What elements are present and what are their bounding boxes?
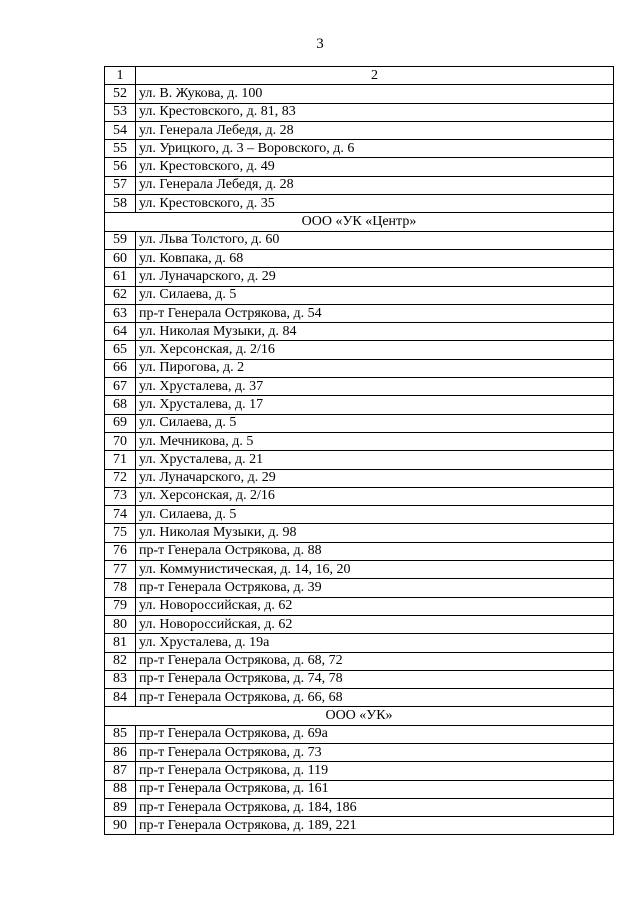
row-number: 83 (105, 670, 136, 688)
table-row (105, 378, 614, 396)
table-row (105, 798, 614, 816)
row-address: ул. Николая Музыки, д. 98 (136, 524, 614, 542)
row-number: 62 (105, 286, 136, 304)
table-row (105, 414, 614, 432)
table-row (105, 506, 614, 524)
table-row (105, 85, 614, 103)
row-number: 54 (105, 121, 136, 139)
row-address: ул. Генерала Лебедя, д. 28 (136, 176, 614, 194)
row-number: 74 (105, 506, 136, 524)
table-row (105, 487, 614, 505)
row-number: 87 (105, 762, 136, 780)
row-address: ул. Хрусталева, д. 21 (136, 451, 614, 469)
row-number: 72 (105, 469, 136, 487)
row-number: 82 (105, 652, 136, 670)
table-row (105, 286, 614, 304)
row-number: 60 (105, 249, 136, 267)
table-row (105, 725, 614, 743)
table-row (105, 817, 614, 835)
row-address: ул. Мечникова, д. 5 (136, 432, 614, 450)
table-row (105, 268, 614, 286)
section-row (105, 213, 614, 231)
row-address: ул. В. Жукова, д. 100 (136, 85, 614, 103)
table-row (105, 451, 614, 469)
row-number: 88 (105, 780, 136, 798)
row-address: ул. Льва Толстого, д. 60 (136, 231, 614, 249)
row-number: 90 (105, 817, 136, 835)
row-address: пр-т Генерала Острякова, д. 119 (136, 762, 614, 780)
row-number: 63 (105, 304, 136, 322)
row-address: ул. Крестовского, д. 49 (136, 158, 614, 176)
table-row (105, 579, 614, 597)
table-row (105, 140, 614, 158)
section-row (105, 707, 614, 725)
row-address: ул. Урицкого, д. 3 – Воровского, д. 6 (136, 140, 614, 158)
row-address: ул. Крестовского, д. 81, 83 (136, 103, 614, 121)
address-table-body (105, 67, 614, 835)
table-row (105, 231, 614, 249)
table-row (105, 304, 614, 322)
row-number: 64 (105, 323, 136, 341)
table-row (105, 249, 614, 267)
table-row (105, 121, 614, 139)
row-address: ул. Силаева, д. 5 (136, 286, 614, 304)
row-address: пр-т Генерала Острякова, д. 69а (136, 725, 614, 743)
row-number: 71 (105, 451, 136, 469)
row-address: ул. Пирогова, д. 2 (136, 359, 614, 377)
row-address: ул. Силаева, д. 5 (136, 414, 614, 432)
table-row (105, 341, 614, 359)
row-number: 59 (105, 231, 136, 249)
table-row (105, 432, 614, 450)
row-address: ул. Хрусталева, д. 37 (136, 378, 614, 396)
row-number: 61 (105, 268, 136, 286)
row-number: 66 (105, 359, 136, 377)
table-row (105, 615, 614, 633)
table-row (105, 634, 614, 652)
table-row (105, 542, 614, 560)
page-number: 3 (316, 36, 324, 52)
table-row (105, 103, 614, 121)
row-address: ул. Силаева, д. 5 (136, 506, 614, 524)
table-row (105, 780, 614, 798)
row-number: 77 (105, 561, 136, 579)
row-number: 58 (105, 195, 136, 213)
address-table (104, 66, 614, 835)
header-col-number: 1 (105, 67, 136, 85)
row-address: ул. Николая Музыки, д. 84 (136, 323, 614, 341)
row-address: ул. Новороссийская, д. 62 (136, 597, 614, 615)
row-number: 52 (105, 85, 136, 103)
row-number: 85 (105, 725, 136, 743)
row-number: 86 (105, 743, 136, 761)
table-row (105, 762, 614, 780)
table-row (105, 158, 614, 176)
row-number: 56 (105, 158, 136, 176)
row-address: пр-т Генерала Острякова, д. 73 (136, 743, 614, 761)
table-row (105, 469, 614, 487)
row-address: пр-т Генерала Острякова, д. 184, 186 (136, 798, 614, 816)
section-title: ООО «УК» (105, 707, 614, 725)
row-address: ул. Коммунистическая, д. 14, 16, 20 (136, 561, 614, 579)
table-row (105, 323, 614, 341)
table-row (105, 359, 614, 377)
row-number: 78 (105, 579, 136, 597)
row-address: пр-т Генерала Острякова, д. 74, 78 (136, 670, 614, 688)
table-row (105, 597, 614, 615)
row-number: 75 (105, 524, 136, 542)
row-address: пр-т Генерала Острякова, д. 161 (136, 780, 614, 798)
row-number: 73 (105, 487, 136, 505)
row-number: 70 (105, 432, 136, 450)
table-row (105, 524, 614, 542)
row-number: 76 (105, 542, 136, 560)
row-address: пр-т Генерала Острякова, д. 88 (136, 542, 614, 560)
table-row (105, 743, 614, 761)
row-number: 79 (105, 597, 136, 615)
row-number: 55 (105, 140, 136, 158)
table-row (105, 670, 614, 688)
row-number: 68 (105, 396, 136, 414)
row-address: ул. Новороссийская, д. 62 (136, 615, 614, 633)
row-number: 89 (105, 798, 136, 816)
row-address: ул. Ковпака, д. 68 (136, 249, 614, 267)
row-address: пр-т Генерала Острякова, д. 68, 72 (136, 652, 614, 670)
row-number: 80 (105, 615, 136, 633)
section-title: ООО «УК «Центр» (105, 213, 614, 231)
row-number: 81 (105, 634, 136, 652)
table-header-row (105, 67, 614, 85)
table-row (105, 689, 614, 707)
row-address: пр-т Генерала Острякова, д. 66, 68 (136, 689, 614, 707)
row-address: ул. Хрусталева, д. 19а (136, 634, 614, 652)
row-address: ул. Херсонская, д. 2/16 (136, 341, 614, 359)
row-address: ул. Херсонская, д. 2/16 (136, 487, 614, 505)
table-row (105, 176, 614, 194)
row-address: ул. Крестовского, д. 35 (136, 195, 614, 213)
row-number: 67 (105, 378, 136, 396)
row-address: ул. Луначарского, д. 29 (136, 268, 614, 286)
table-row (105, 652, 614, 670)
row-number: 69 (105, 414, 136, 432)
row-address: ул. Хрусталева, д. 17 (136, 396, 614, 414)
table-row (105, 195, 614, 213)
row-address: пр-т Генерала Острякова, д. 54 (136, 304, 614, 322)
row-number: 65 (105, 341, 136, 359)
row-number: 84 (105, 689, 136, 707)
row-address: ул. Генерала Лебедя, д. 28 (136, 121, 614, 139)
row-number: 57 (105, 176, 136, 194)
header-col-address: 2 (136, 67, 614, 85)
row-address: пр-т Генерала Острякова, д. 39 (136, 579, 614, 597)
table-row (105, 561, 614, 579)
row-address: ул. Луначарского, д. 29 (136, 469, 614, 487)
row-address: пр-т Генерала Острякова, д. 189, 221 (136, 817, 614, 835)
table-row (105, 396, 614, 414)
row-number: 53 (105, 103, 136, 121)
